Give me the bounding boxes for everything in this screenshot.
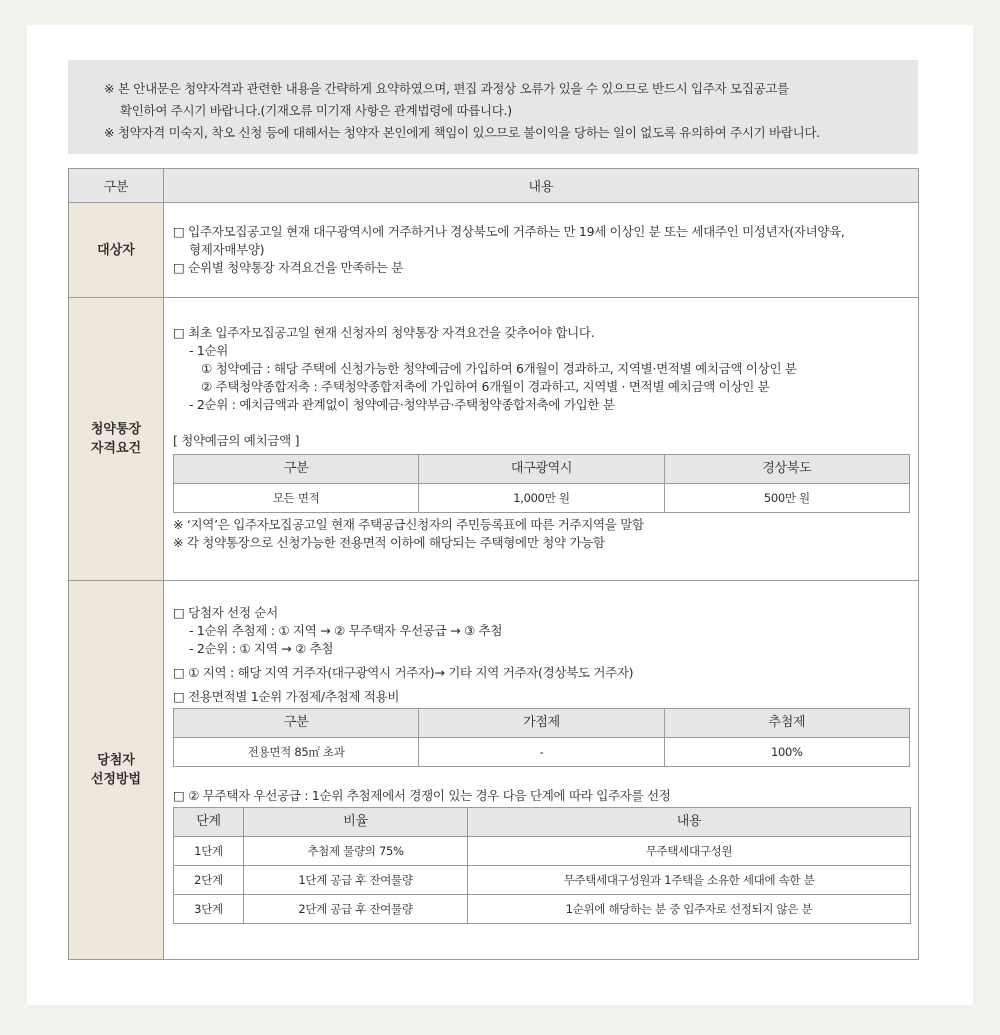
notice-line: 확인하여 주시기 바랍니다.(기재오류 미기재 사항은 관계법령에 따릅니다.) <box>120 103 512 118</box>
ratio-cell: - <box>419 738 664 767</box>
table-row <box>174 484 910 513</box>
info-card <box>27 25 973 1005</box>
notice-line: ※ 청약자격 미숙지, 착오 신청 등에 대해서는 청약자 본인에게 책임이 있으므로 불이익을 당하는 일이 없도록 유의하여 주시기 바랍니다. <box>104 125 820 140</box>
label-line: 당첨자 <box>97 753 135 768</box>
qual-note: ※ 각 청약통장으로 신청가능한 전용면적 이하에 해당되는 주택형에만 청약 가능함 <box>173 535 605 550</box>
notice-line: ※ 본 안내문은 청약자격과 관련한 내용을 간략하게 요약하였으며, 편집 과정상 오류가 있을 수 있으므로 반드시 입주자 모집공고를 <box>104 81 789 96</box>
table-row <box>174 866 911 895</box>
selection-line: □ 당첨자 선정 순서 <box>173 605 278 620</box>
qual-line: - 1순위 <box>189 343 229 358</box>
ratio-table <box>173 708 910 767</box>
row-label-selection <box>69 581 164 960</box>
deposit-header: 경상북도 <box>664 455 909 484</box>
deposit-cell: 1,000만 원 <box>419 484 664 513</box>
target-line: □ 입주자모집공고일 현재 대구광역시에 거주하거나 경상북도에 거주하는 만 19세 이상인 분 또는 세대주인 미성년자(자녀양육, <box>173 224 845 239</box>
selection-line: - 1순위 추첨제 : ① 지역 → ② 무주택자 우선공급 → ③ 추첨 <box>189 623 503 638</box>
stage-table <box>173 807 911 924</box>
stage-cell: 무주택세대구성원과 1주택을 소유한 세대에 속한 분 <box>468 866 911 895</box>
stage-header: 비율 <box>244 808 468 837</box>
label-line: 청약통장 <box>90 422 142 437</box>
deposit-cell: 500만 원 <box>664 484 909 513</box>
row-label-target: 대상자 <box>69 203 164 298</box>
stage-cell: 1단계 공급 후 잔여물량 <box>244 866 468 895</box>
deposit-cell: 모든 면적 <box>174 484 419 513</box>
stage-header: 내용 <box>468 808 911 837</box>
ratio-header: 가점제 <box>419 709 664 738</box>
deposit-title: [ 청약예금의 예치금액 ] <box>173 433 300 448</box>
ratio-cell: 전용면적 85㎡ 초과 <box>174 738 419 767</box>
target-line: □ 순위별 청약통장 자격요건을 만족하는 분 <box>173 260 404 275</box>
stage-cell: 3단계 <box>174 895 244 924</box>
qual-line: ① 청약예금 : 해당 주택에 신청가능한 청약예금에 가입하여 6개월이 경과하고, 지역별·면적별 예치금액 이상인 분 <box>201 361 797 376</box>
ratio-header: 구분 <box>174 709 419 738</box>
qual-line: - 2순위 : 예치금액과 관계없이 청약예금·청약부금·주택청약종합저축에 가입한 분 <box>189 397 615 412</box>
region-line: □ ① 지역 : 해당 지역 거주자(대구광역시 거주자)→ 기타 지역 거주자(경상북도 거주자) <box>173 665 634 680</box>
selection-content <box>164 581 919 960</box>
ratio-title: □ 전용면적별 1순위 가점제/추첨제 적용비 <box>173 689 400 704</box>
header-category: 구분 <box>69 169 164 203</box>
label-line: 자격요건 <box>90 441 142 456</box>
stage-cell: 1순위에 해당하는 분 중 입주자로 선정되지 않은 분 <box>468 895 911 924</box>
stage-cell: 무주택세대구성원 <box>468 837 911 866</box>
homeless-title: □ ② 무주택자 우선공급 : 1순위 추첨제에서 경쟁이 있는 경우 다음 단계에 따라 입주자를 선정 <box>173 788 671 803</box>
selection-line: - 2순위 : ① 지역 → ② 추첨 <box>189 641 334 656</box>
ratio-header: 추첨제 <box>664 709 909 738</box>
qual-line: □ 최초 입주자모집공고일 현재 신청자의 청약통장 자격요건을 갖추어야 합니다. <box>173 325 595 340</box>
table-row <box>174 738 910 767</box>
target-line: 형제자매부양) <box>189 242 265 257</box>
qual-note: ※ ‘지역’은 입주자모집공고일 현재 주택공급신청자의 주민등록표에 따른 거주지역을 말함 <box>173 517 644 532</box>
target-content <box>164 203 919 298</box>
deposit-header: 구분 <box>174 455 419 484</box>
eligibility-table <box>68 168 919 960</box>
stage-cell: 1단계 <box>174 837 244 866</box>
header-content: 내용 <box>164 169 919 203</box>
table-row <box>174 895 911 924</box>
deposit-header: 대구광역시 <box>419 455 664 484</box>
notice-box <box>68 60 918 154</box>
qual-line: ② 주택청약종합저축 : 주택청약종합저축에 가입하여 6개월이 경과하고, 지역별 · 면적별 예치금액 이상인 분 <box>201 379 770 394</box>
ratio-cell: 100% <box>664 738 909 767</box>
label-line: 선정방법 <box>90 772 142 787</box>
stage-cell: 추첨제 물량의 75% <box>244 837 468 866</box>
deposit-table <box>173 454 910 513</box>
table-row <box>174 837 911 866</box>
stage-header: 단계 <box>174 808 244 837</box>
stage-cell: 2단계 공급 후 잔여물량 <box>244 895 468 924</box>
qualification-content <box>164 298 919 581</box>
stage-cell: 2단계 <box>174 866 244 895</box>
row-label-qualification <box>69 298 164 581</box>
